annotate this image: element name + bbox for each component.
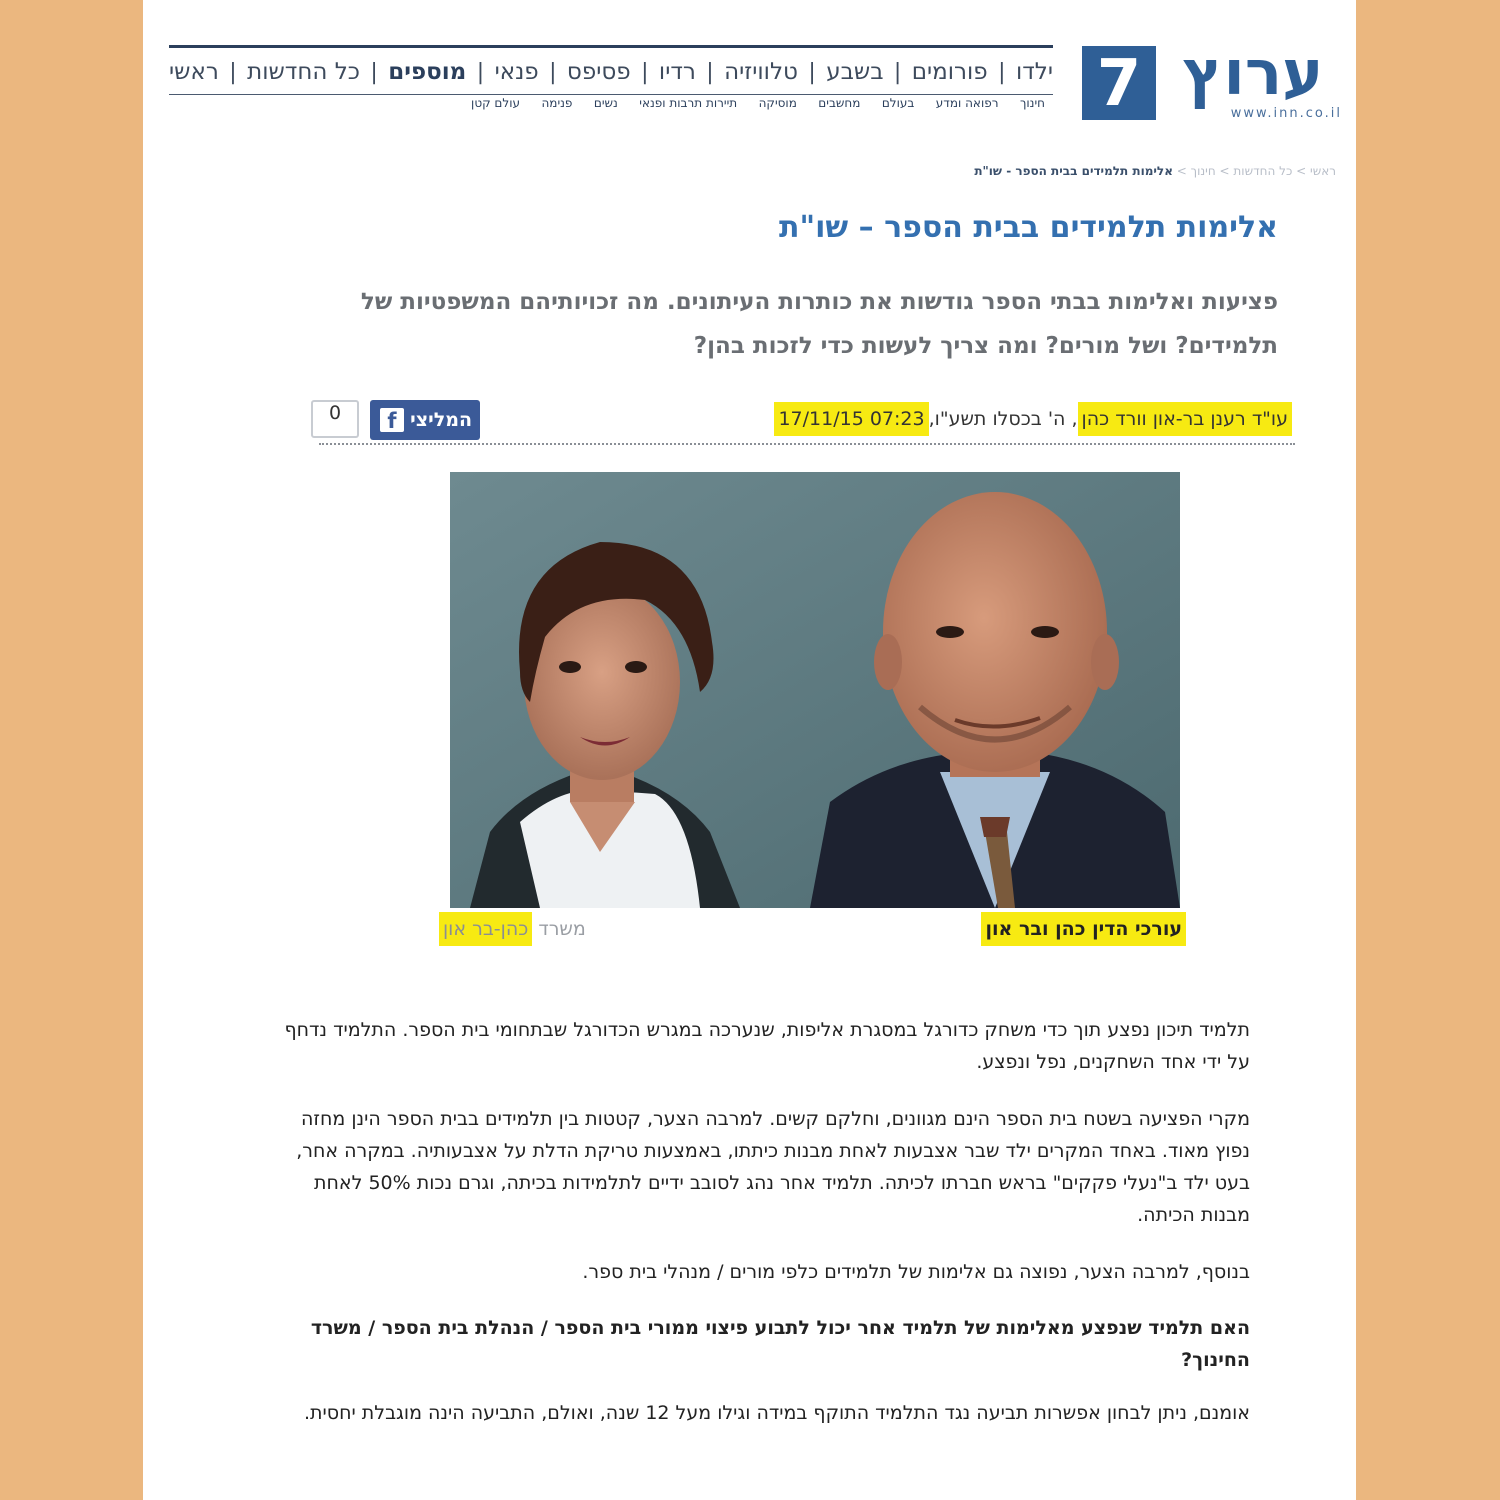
nav-divider: |	[370, 59, 378, 85]
article-title: אלימות תלמידים בבית הספר – שו"ת	[779, 210, 1278, 245]
breadcrumb-all-news[interactable]: כל החדשות	[1233, 164, 1293, 178]
nav-divider: |	[641, 59, 649, 85]
subnav-item-computers[interactable]: מחשבים	[818, 96, 861, 110]
subnav-item-tourism[interactable]: תיירות תרבות ופנאי	[639, 96, 738, 110]
scanned-page	[143, 0, 1356, 1500]
nav-divider: |	[706, 59, 714, 85]
main-nav	[169, 52, 1053, 92]
breadcrumb-separator: >	[1296, 164, 1307, 178]
body-paragraph: אומנם, ניתן לבחון אפשרות תביעה נגד התלמיד התוקף במידה וגילו מעל 12 שנה, ואולם, התביעה הינה מוגבלת יחסית.	[303, 1402, 1250, 1424]
breadcrumb-separator: >	[1176, 164, 1187, 178]
nav-item-all-news[interactable]: כל החדשות	[247, 59, 360, 85]
site-logo[interactable]	[1082, 36, 1344, 126]
share-count: 0	[311, 400, 359, 438]
logo-digit: 7	[1082, 46, 1156, 120]
nav-divider: |	[229, 59, 237, 85]
breadcrumb	[974, 164, 1336, 178]
photo-caption-main	[981, 912, 1186, 946]
subnav-item-pnima[interactable]: פנימה	[541, 96, 573, 110]
logo-word: ערוץ	[1182, 36, 1324, 109]
facebook-recommend-button[interactable]	[370, 400, 480, 440]
nav-item-home[interactable]: ראשי	[169, 59, 219, 85]
nav-bottom-rule	[169, 94, 1053, 95]
photo-caption-prefix: משרד	[532, 918, 586, 940]
nav-item-radio[interactable]: רדיו	[658, 59, 696, 85]
article-byline	[774, 398, 1292, 440]
breadcrumb-current: אלימות תלמידים בבית הספר - שו"ת	[974, 164, 1173, 178]
nav-item-besheva[interactable]: בשבע	[826, 59, 884, 85]
logo-url: www.inn.co.il	[1230, 106, 1342, 121]
nav-item-television[interactable]: טלוויזיה	[724, 59, 798, 85]
sub-nav	[471, 96, 1045, 118]
photo-caption-credit	[439, 912, 586, 946]
photo-caption-office: כהן-בר און	[439, 912, 532, 946]
breadcrumb-home[interactable]: ראשי	[1310, 164, 1336, 178]
nav-divider: |	[476, 59, 485, 85]
nav-divider: |	[808, 59, 816, 85]
nav-item-forums[interactable]: פורומים	[911, 59, 988, 85]
nav-item-kids[interactable]: ילדו	[1015, 59, 1053, 85]
nav-divider: |	[998, 59, 1006, 85]
photo-caption-main-text: עורכי הדין כהן ובר און	[981, 912, 1186, 946]
breadcrumb-separator: >	[1219, 164, 1230, 178]
subnav-item-music[interactable]: מוסיקה	[758, 96, 797, 110]
subnav-item-world[interactable]: בעולם	[881, 96, 915, 110]
body-paragraph: תלמיד תיכון נפצע תוך כדי משחק כדורגל במסגרת אליפות, שנערכה במגרש הכדורגל שבתחומי בית הספר. התלמיד נדחף על ידי אחד השחקנים, נפל ונפצע.	[284, 1019, 1250, 1073]
article-photo	[450, 472, 1180, 908]
article-subtitle: פציעות ואלימות בבתי הספר גודשות את כותרות העיתונים. מה זכויותיהם המשפטיות של תלמידים? ושל מורים? ומה צריך לעשות כדי לזכות בהן?	[360, 289, 1278, 359]
body-question-heading: האם תלמיד שנפצע מאלימות של תלמיד אחר יכול לתבוע פיצוי ממורי בית הספר / הנהלת בית הספר / משרד החינוך?	[310, 1317, 1250, 1371]
nav-divider: |	[549, 59, 557, 85]
byline-divider	[319, 443, 1295, 445]
nav-item-supplements[interactable]: מוספים	[388, 59, 467, 85]
article-authors: עו"ד רענן בר-און וורד כהן	[1078, 402, 1292, 436]
lawyers-portrait-image	[450, 472, 1180, 908]
facebook-icon: f	[380, 408, 404, 432]
article-datetime: 17/11/15 07:23	[774, 402, 928, 436]
subnav-item-women[interactable]: נשים	[593, 96, 618, 110]
nav-item-mosaic[interactable]: פסיפס	[566, 59, 631, 85]
body-paragraph: בנוסף, למרבה הצער, נפוצה גם אלימות של תלמידים כלפי מורים / מנהלי בית ספר.	[582, 1261, 1250, 1283]
body-paragraph: מקרי הפציעה בשטח בית הספר הינם מגוונים, וחלקם קשים. למרבה הצער, קטטות בין תלמידים בבית הספר הינן מחזה נפוץ מאוד. באחד המקרים ילד שבר אצבעות לאחת מבנות כיתתו, באמצעות טריקת הדלת על אצבעותיה. במקרה אחר, בעט ילד ב"נעלי פקקים" בראש חברתו לכיתה. תלמיד אחר נהג לסובב ידיים לתלמידות בכיתה, וגרם נכות 50% לאחת מבנות הכיתה.	[296, 1108, 1250, 1226]
facebook-recommend-label: המליצי	[410, 409, 472, 431]
nav-item-leisure[interactable]: פנאי	[494, 59, 539, 85]
article-hebrew-date: , ה' בכסלו תשע"ו,	[928, 408, 1078, 430]
subnav-item-medicine[interactable]: רפואה ומדע	[935, 96, 999, 110]
subnav-item-small-world[interactable]: עולם קטן	[471, 96, 520, 110]
nav-divider: |	[893, 59, 902, 85]
nav-top-rule	[169, 45, 1053, 48]
subnav-item-education[interactable]: חינוך	[1019, 96, 1045, 110]
breadcrumb-education[interactable]: חינוך	[1190, 164, 1216, 178]
